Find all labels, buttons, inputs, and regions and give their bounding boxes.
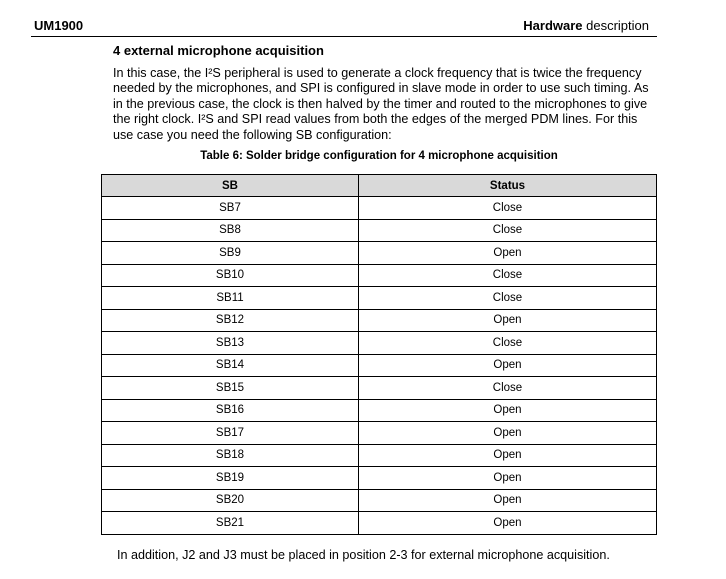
table-row — [102, 512, 657, 535]
section-heading: 4 external microphone acquisition — [113, 43, 324, 58]
status-cell: Close — [359, 219, 657, 242]
body-paragraph: In this case, the I²S peripheral is used to generate a clock frequency that is twice the frequency needed by the microphones, and SPI is configured in slave mode in order to use such timing. As in the previous case, the clock is then halved by the timer and routed to the microphones to give the right clock. I²S and SPI read values from both the edges of the merged PDM lines. For this use case you need the following SB configuration: — [113, 66, 649, 142]
sb-cell: SB19 — [102, 467, 359, 490]
table-row — [102, 354, 657, 377]
table-row — [102, 264, 657, 287]
table-row — [102, 332, 657, 355]
status-cell: Open — [359, 512, 657, 535]
status-cell: Open — [359, 489, 657, 512]
section-name — [523, 18, 649, 33]
column-header-status: Status — [359, 175, 657, 197]
sb-cell: SB7 — [102, 197, 359, 220]
table-row — [102, 377, 657, 400]
status-cell: Close — [359, 264, 657, 287]
table-row — [102, 467, 657, 490]
sb-cell: SB12 — [102, 309, 359, 332]
table-row — [102, 444, 657, 467]
footer-note: In addition, J2 and J3 must be placed in position 2-3 for external microphone acquisition. — [117, 548, 610, 562]
sb-cell: SB17 — [102, 422, 359, 445]
status-cell: Open — [359, 242, 657, 265]
solder-bridge-table — [101, 174, 657, 535]
table-row — [102, 219, 657, 242]
section-name-rest: description — [582, 18, 649, 33]
section-name-bold: Hardware — [523, 18, 583, 33]
sb-cell: SB18 — [102, 444, 359, 467]
sb-cell: SB14 — [102, 354, 359, 377]
status-cell: Open — [359, 444, 657, 467]
sb-cell: SB13 — [102, 332, 359, 355]
table-header-row — [102, 175, 657, 197]
sb-cell: SB9 — [102, 242, 359, 265]
table-row — [102, 242, 657, 265]
status-cell: Close — [359, 287, 657, 310]
sb-cell: SB16 — [102, 399, 359, 422]
status-cell: Close — [359, 377, 657, 400]
page-header — [31, 16, 657, 37]
sb-cell: SB21 — [102, 512, 359, 535]
status-cell: Open — [359, 309, 657, 332]
table-body — [102, 197, 657, 535]
status-cell: Close — [359, 197, 657, 220]
sb-cell: SB20 — [102, 489, 359, 512]
status-cell: Open — [359, 354, 657, 377]
status-cell: Open — [359, 399, 657, 422]
sb-cell: SB11 — [102, 287, 359, 310]
document-id: UM1900 — [34, 18, 84, 33]
table-row — [102, 287, 657, 310]
table-row — [102, 197, 657, 220]
sb-cell: SB10 — [102, 264, 359, 287]
table-row — [102, 309, 657, 332]
table-caption: Table 6: Solder bridge configuration for 4 microphone acquisition — [200, 150, 558, 162]
table-row — [102, 422, 657, 445]
sb-cell: SB8 — [102, 219, 359, 242]
sb-cell: SB15 — [102, 377, 359, 400]
status-cell: Open — [359, 422, 657, 445]
status-cell: Close — [359, 332, 657, 355]
table-row — [102, 399, 657, 422]
column-header-sb: SB — [102, 175, 359, 197]
table-row — [102, 489, 657, 512]
status-cell: Open — [359, 467, 657, 490]
